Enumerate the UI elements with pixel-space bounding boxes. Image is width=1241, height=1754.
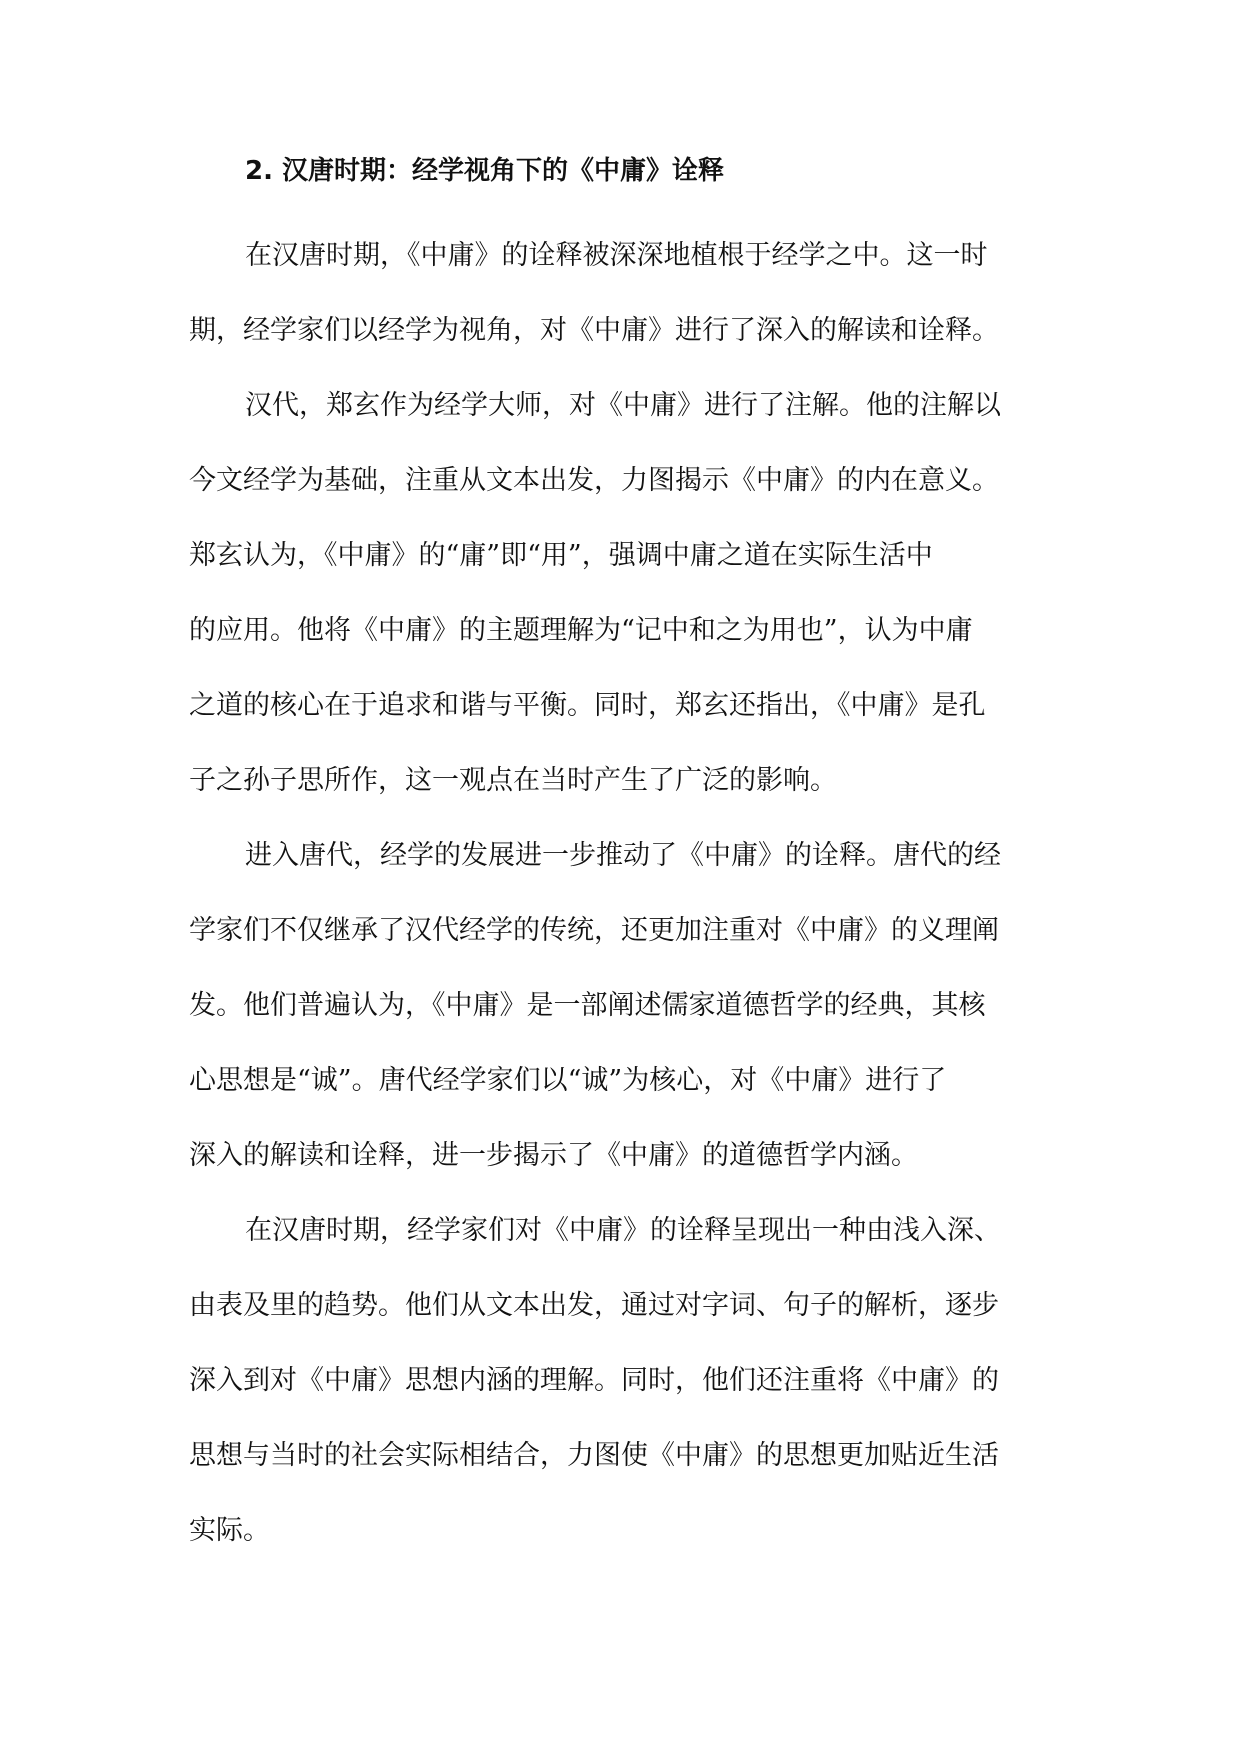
- section-heading: 2. 汉唐时期：经学视角下的《中庸》诠释: [245, 156, 725, 186]
- paragraph-line: 在汉唐时期，《中庸》的诠释被深深地植根于经学之中。这一时: [245, 240, 988, 271]
- paragraph-line: 思想与当时的社会实际相结合，力图使《中庸》的思想更加贴近生活: [189, 1440, 999, 1471]
- paragraph-2: [189, 368, 1069, 818]
- paragraph-3: [189, 818, 1069, 1193]
- paragraph-line: 汉代，郑玄作为经学大师，对《中庸》进行了注解。他的注解以: [245, 390, 1001, 421]
- document-body: [189, 146, 1069, 1568]
- paragraph-line: 期，经学家们以经学为视角，对《中庸》进行了深入的解读和诠释。: [189, 315, 999, 346]
- paragraph-4: [189, 1193, 1069, 1568]
- paragraph-line: 的应用。他将《中庸》的主题理解为“记中和之为用也”，认为中庸: [189, 615, 973, 646]
- paragraph-line: 进入唐代，经学的发展进一步推动了《中庸》的诠释。唐代的经: [245, 840, 1001, 871]
- paragraph-line: 心思想是“诚”。唐代经学家们以“诚”为核心，对《中庸》进行了: [189, 1065, 947, 1096]
- paragraph-line: 学家们不仅继承了汉代经学的传统，还更加注重对《中庸》的义理阐: [189, 915, 999, 946]
- paragraph-line: 由表及里的趋势。他们从文本出发，通过对字词、句子的解析，逐步: [189, 1290, 999, 1321]
- paragraph-line: 今文经学为基础，注重从文本出发，力图揭示《中庸》的内在意义。: [189, 465, 999, 496]
- paragraph-line: 子之孙子思所作，这一观点在当时产生了广泛的影响。: [189, 765, 837, 796]
- paragraph-line: 郑玄认为，《中庸》的“庸”即“用”，强调中庸之道在实际生活中: [189, 540, 933, 571]
- paragraph-line: 发。他们普遍认为，《中庸》是一部阐述儒家道德哲学的经典，其核: [189, 990, 986, 1021]
- paragraph-line: 实际。: [189, 1515, 270, 1546]
- paragraph-line: 之道的核心在于追求和谐与平衡。同时，郑玄还指出，《中庸》是孔: [189, 690, 986, 721]
- paragraph-line: 深入到对《中庸》思想内涵的理解。同时，他们还注重将《中庸》的: [189, 1365, 999, 1396]
- paragraph-1: [189, 218, 1069, 368]
- paragraph-line: 深入的解读和诠释，进一步揭示了《中庸》的道德哲学内涵。: [189, 1140, 918, 1171]
- paragraph-line: 在汉唐时期，经学家们对《中庸》的诠释呈现出一种由浅入深、: [245, 1215, 1001, 1246]
